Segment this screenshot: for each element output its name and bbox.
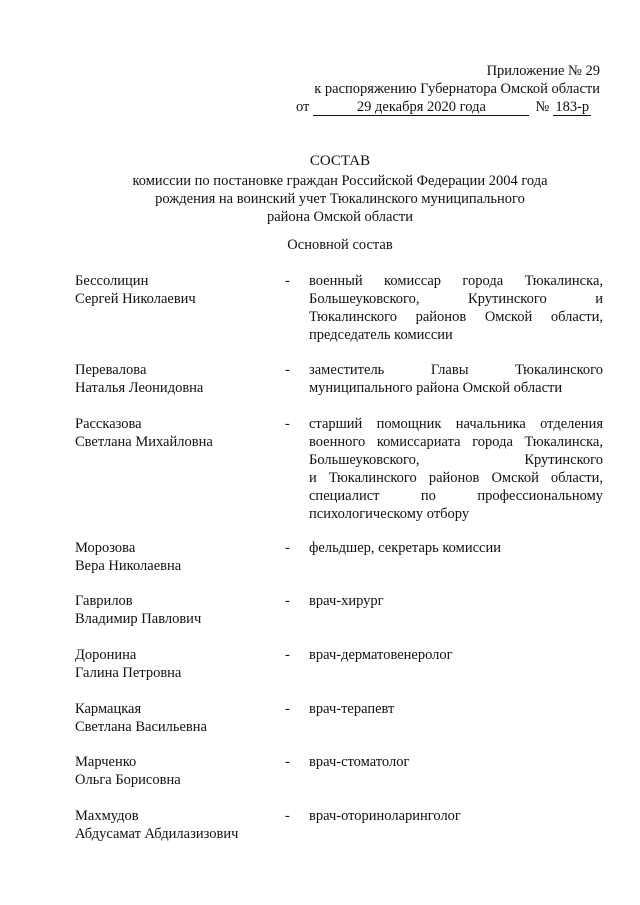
member-name (75, 415, 285, 451)
member-surname: Махмудов (75, 808, 139, 824)
order-date: 29 декабря 2020 года (313, 100, 529, 116)
member-role: фельдшер, секретарь комиссии (309, 540, 501, 556)
dash: - (285, 273, 290, 289)
member-role: врач-терапевт (309, 701, 395, 717)
subtitle-line: комиссии по постановке граждан Российской Федерации 2004 года (132, 173, 548, 189)
member-role: врач-стоматолог (309, 754, 410, 770)
member-given-name: Галина Петровна (75, 665, 182, 681)
member-surname: Перевалова (75, 362, 147, 378)
member-role: врач-хирург (309, 593, 384, 609)
member-row (75, 272, 603, 361)
member-name (75, 361, 285, 397)
member-name (75, 753, 285, 789)
member-row (75, 753, 603, 807)
member-row (75, 700, 603, 753)
member-row (75, 646, 603, 700)
member-role: заместитель Главы Тюкалинского муниципального района Омской области (309, 362, 603, 396)
dash: - (285, 808, 290, 824)
member-role: старший помощник начальника отделения военного комиссариата города Тюкалинска, Большеуковского, Крутинского и Тюкалинского районов Омской области, специалист по профессиональному психологическому отбору (309, 416, 603, 522)
order-number: 183-р (553, 100, 591, 116)
member-given-name: Вера Николаевна (75, 558, 182, 574)
member-given-name: Ольга Борисовна (75, 772, 181, 788)
member-name (75, 272, 285, 308)
member-given-name: Наталья Леонидовна (75, 380, 204, 396)
member-row (75, 415, 603, 539)
member-name (75, 539, 285, 575)
member-row (75, 592, 603, 646)
member-name (75, 592, 285, 628)
section-heading: Основной состав (287, 237, 393, 253)
member-surname: Бессолицин (75, 273, 149, 289)
member-surname: Гаврилов (75, 593, 133, 609)
member-surname: Марченко (75, 754, 137, 770)
member-row (75, 539, 603, 592)
member-given-name: Сергей Николаевич (75, 291, 196, 307)
number-sign: № (535, 99, 550, 115)
dash: - (285, 701, 290, 717)
member-row (75, 361, 603, 415)
member-name (75, 646, 285, 682)
subtitle-line: района Омской области (266, 209, 413, 225)
dash: - (285, 540, 290, 556)
member-role: военный комиссар города Тюкалинска, Большеуковского, Крутинского и Тюкалинского районов Омской области, председатель комиссии (309, 273, 603, 343)
member-role: врач-дерматовенеролог (309, 647, 453, 663)
member-role: врач-оториноларинголог (309, 808, 461, 824)
dash: - (285, 416, 290, 432)
member-surname: Рассказова (75, 416, 142, 432)
member-name (75, 807, 285, 843)
member-surname: Морозова (75, 540, 136, 556)
member-surname: Кармацкая (75, 701, 142, 717)
dash: - (285, 593, 290, 609)
member-given-name: Светлана Васильевна (75, 719, 207, 735)
member-given-name: Владимир Павлович (75, 611, 202, 627)
document-title: СОСТАВ (309, 153, 371, 169)
subtitle-line: рождения на воинский учет Тюкалинского муниципального (155, 191, 525, 207)
member-name (75, 700, 285, 736)
dash: - (285, 362, 290, 378)
dash: - (285, 647, 290, 663)
member-given-name: Абдусамат Абдилазизович (75, 826, 239, 842)
dash: - (285, 754, 290, 770)
member-surname: Доронина (75, 647, 137, 663)
appendix-number: Приложение № 29 (486, 63, 600, 79)
members-list (75, 272, 603, 847)
appendix-block (260, 62, 600, 98)
appendix-reference: к распоряжению Губернатора Омской области (314, 81, 600, 97)
from-label: от (296, 99, 310, 115)
member-row (75, 807, 603, 847)
document-title-block (60, 152, 620, 226)
member-given-name: Светлана Михайловна (75, 434, 213, 450)
order-date-number-line (296, 98, 601, 116)
